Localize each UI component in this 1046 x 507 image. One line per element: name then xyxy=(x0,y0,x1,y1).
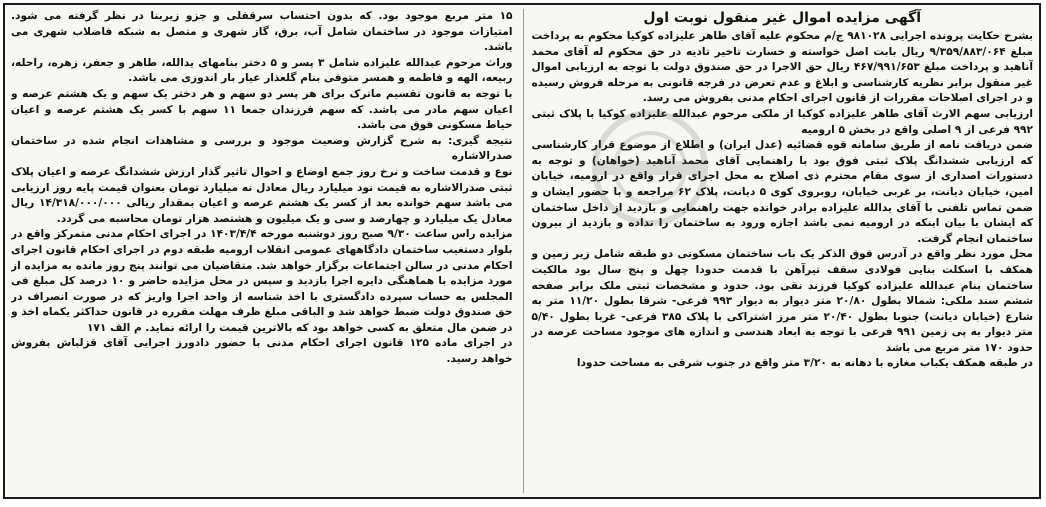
paragraph: نتیجه گیری: به شرح گزارش وضعیت موجود و بررسی و مشاهدات انجام شده در ساختمان صدرالاشاره xyxy=(11,134,513,163)
notice-columns xyxy=(5,5,1039,497)
paragraph: بشرح حکایت پرونده اجرایی ۹۸۱۰۲۸ ج/م محکوم علیه آقای طاهر علیزاده کوکیا محکوم به پرداخت مبلغ ۹/۳۵۹/۸۸۳/۰۶۴ ریال بابت اصل خواسته و خسارت تاخیر تادیه در حق محکوم له آقای محمد آناهید و پرداخت مبلغ ۴۶۷/۹۹۱/۶۵۳ ریال حق الاجرا در حق صندوق دولت با توجه به ارزیابی اموال غیر منقول برابر نظریه کارشناسی و ابلاغ و عدم تعرض در فرجه قانونی به مرحله فروش رسیده و در اجرای اصلاحات مقررات از قانون اجرای احکام مدنی بفروش می رسد. xyxy=(531,30,1033,105)
paragraph: ۱۵ متر مربع موجود بود. که بدون احتساب سرقفلی و جزو زیربنا در نظر گرفته می شود. امتیازات موجود در ساختمان شامل آب، برق، گاز شهری و متصل به شبکه فاضلاب شهری می باشد. xyxy=(11,10,513,54)
paragraph: ارزیابی سهم الارث آقای طاهر علیزاده کوکیا از ملکی مرحوم عبدالله علیزاده کوکیا با پلاک ثبتی ۹۹۲ فرعی از ۹ اصلی واقع در بخش ۵ ارومیه xyxy=(531,107,1033,136)
notice-title: آگهی مزایده اموال غیر منقول نوبت اول xyxy=(643,10,922,26)
right-column xyxy=(523,9,1034,493)
paragraph: در طبقه همکف یکباب مغازه با دهانه به ۳/۲۰ متر واقع در جنوب شرقی به مساحت حدودا xyxy=(576,357,1033,370)
paragraph: با توجه به قانون تقسیم ماترک برای هر پسر دو سهم و هر دختر یک سهم و یک هشتم عرصه و اعیان سهم مادر می باشد. که سهم فرزندان جمعا ۱۱ سهم با کسر یک هشتم عرصه و اعیان حیاط مسکونی فوق می باشد. xyxy=(11,87,513,132)
paragraph: وراث مرحوم عبدالله علیزاده شامل ۳ پسر و ۵ دختر بنامهای یدالله، طاهر و جعفر، زهره، راحله، ربیعه، الهه و فاطمه و همسر متوفی بنام گلعذار عیار بار اندوزی می باشد. xyxy=(11,56,513,85)
newspaper-notice xyxy=(3,3,1041,499)
paragraph: ضمن دریافت نامه از طریق سامانه قوه قضائیه (عدل ایران) و اطلاع از موضوع قرار کارشناسی که ارزیابی ششدانگ پلاک ثبتی فوق بود با راهنمایی آقای محمد آناهید (خواهان) و توجه به دستورات اصداری از سوی مقام محترم ذی اصلاح به محل اجرای قرار واقع در ارومیه، خیابان امین، خیابان دیانت، بر غربی خیابان، روبروی کوی ۵ دیانت، پلاک ۶۲ مراجعه و با حضور ایشان و ضمن تماس تلفنی با آقای یدالله علیزاده برادر خوانده جهت راهنمایی و بازدید از داخل ساختمان که ایشان با بیان اینکه در ارومیه نمی باشد اجازه ورود به ساختمان را نداده و بازدید از بیرون ساختمان انجام گرفت. xyxy=(531,139,1033,245)
left-column xyxy=(11,9,513,493)
paragraph: در اجرای ماده ۱۲۵ قانون اجرای احکام مدنی با حضور دادورز اجرایی آقای قزلباش بفروش خواهد رسید. xyxy=(11,337,513,366)
paragraph: مزایده راس ساعت ۹/۳۰ صبح روز دوشنبه مورخه ۱۴۰۳/۴/۴ در اجرای احکام مدنی متمرکز واقع در بلوار دستغیب ساختمان دادگاههای عمومی انقلاب ارومیه طبقه دوم در اجرای احکام قانون اجرای احکام مدنی در سالن اجتماعات برگزار خواهد شد. متقاضیان می توانند پنج روز مانده به مزایده از مورد مزایده با هماهنگی دایره اجرا بازدید و سپس در محل مزایده حاضر و ۱۰ درصد کل مبلغ فی المجلس به حساب سپرده دادگستری با اخذ شناسه از واحد اجرا واریز که در صورت انصراف در حق صندوق دولت ضبط خواهد شد و الباقی مبلغ ظرف مهلت مقرره در قانون حداکثر یکماه اخذ و در ضمن مال متعلق به کسی خواهد بود که بالاترین قیمت را ارائه نماید. م الف ۱۷۱ xyxy=(11,228,513,334)
paragraph: نوع و قدمت ساخت و نرخ روز جمع اوضاع و احوال تاثیر گذار ارزش ششدانگ عرصه و اعیان پلاک ثبتی صدرالاشاره به قیمت نود میلیارد ریال معادل نه میلیارد تومان بعنوان قیمت پایه روز ارزیابی می باشد سهم خوانده بعد از کسر یک هشتم عرصه و اعیان بمقدار ریالی ۱۴/۳۱۸/۰۰۰/۰۰۰ ریال معادل یک میلیارد و چهارصد و سی و یک میلیون و هشتصد هزار تومان محاسبه می گردد. xyxy=(11,165,513,225)
paragraph: محل مورد نظر واقع در آدرس فوق الذکر یک باب ساختمان مسکونی دو طبقه شامل زیر زمین و همکف با اسکلت بنایی فولادی سقف تیرآهن با قدمت حدودا چهل و پنج سال بود مالکیت ساختمان بنام عبدالله علیزاده کوکیا فرزند نقی بود. حدود و مشخصات ثبتی ملک برابر صفحه ششم سند ملکی: شمالا بطول ۲۰/۸۰ متر دیوار به دیوار ۹۹۳ فرعی- شرقا بطول ۱۱/۲۰ متر به شارع (خیابان دیانت) جنوبا بطول ۲۰/۴۰ متر مرز اشتراکی با پلاک ۳۸۵ فرعی- غربا بطول ۵/۴۰ متر دیوار به پی زمین ۹۹۱ فرعی با توجه به ابعاد هندسی و اندازه های موجود مساحت عرصه در حدود ۱۷۰ متر مربع می باشد xyxy=(531,248,1033,354)
